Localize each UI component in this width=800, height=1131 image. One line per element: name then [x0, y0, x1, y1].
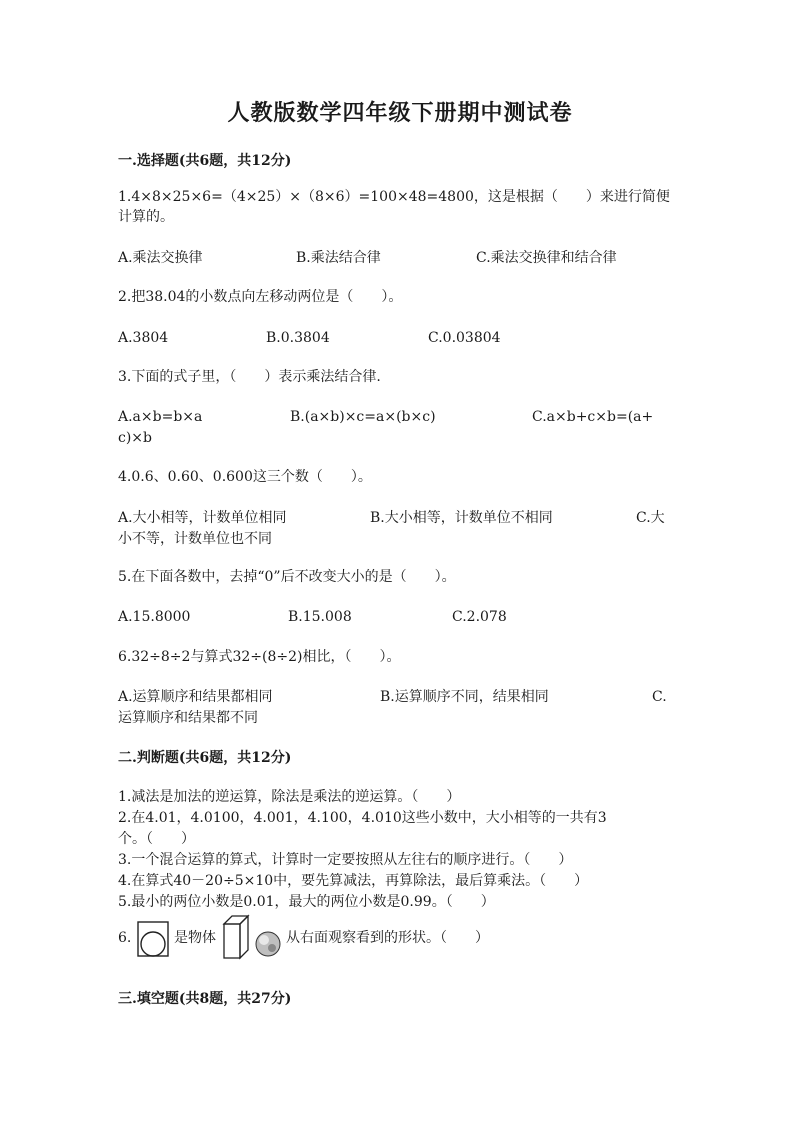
- choice-q1-stem: 1.4×8×25×6=（4×25）×（8×6）=100×48=4800，这是根据（ ）来进行简便计算的。: [118, 189, 670, 225]
- choice-q3-option-a: A.a×b=b×a: [118, 409, 203, 425]
- choice-q5-stem: 5.在下面各数中，去掉“0”后不改变大小的是（ ）。: [118, 569, 456, 585]
- choice-q2-stem: 2.把38.04的小数点向左移动两位是（ ）。: [118, 289, 403, 305]
- choice-q5-option-b: B.15.008: [288, 609, 352, 625]
- judge-q3: 3.一个混合运算的算式，计算时一定要按照从左往右的顺序进行。（ ）: [118, 852, 573, 868]
- cuboid-and-sphere-object-figure: [222, 914, 284, 962]
- section-heading-fill: 三.填空题(共8题，共27分): [118, 991, 292, 1007]
- page-title: 人教版数学四年级下册期中测试卷: [227, 100, 573, 126]
- section-heading-choice: 一.选择题(共6题，共12分): [118, 153, 292, 169]
- judge-q6-text-end: 从右面观察看到的形状。（ ）: [286, 930, 489, 946]
- choice-q3-option-c-cont: c)×b: [118, 430, 152, 446]
- choice-q4-option-c: C.大: [636, 510, 665, 526]
- choice-q4-stem: 4.0.6、0.60、0.600这三个数（ ）。: [118, 469, 372, 485]
- choice-q6-option-a: A.运算顺序和结果都相同: [118, 689, 273, 705]
- choice-q3-option-b: B.(a×b)×c=a×(b×c): [290, 409, 436, 425]
- choice-q6-option-c-cont: 运算顺序和结果都不同: [118, 710, 258, 726]
- judge-q1: 1.减法是加法的逆运算，除法是乘法的逆运算。（ ）: [118, 789, 461, 805]
- choice-q2-option-c: C.0.03804: [428, 330, 501, 346]
- choice-q3-stem: 3.下面的式子里，（ ）表示乘法结合律.: [118, 369, 381, 385]
- section-heading-judge: 二.判断题(共6题，共12分): [118, 750, 292, 766]
- choice-q1-option-a: A.乘法交换律: [118, 250, 203, 266]
- choice-q3-option-c: C.a×b+c×b=(a+: [532, 409, 654, 425]
- choice-q6-stem: 6.32÷8÷2与算式32÷(8÷2)相比，（ ）。: [118, 649, 401, 665]
- choice-q5-option-c: C.2.078: [452, 609, 507, 625]
- judge-q2: 2.在4.01，4.0100，4.001，4.100，4.010这些小数中，大小相等的一共有3: [118, 810, 607, 826]
- choice-q4-option-a: A.大小相等，计数单位相同: [118, 510, 287, 526]
- choice-q5-option-a: A.15.8000: [118, 609, 191, 625]
- choice-q1-option-c: C.乘法交换律和结合律: [476, 250, 617, 266]
- judge-q5: 5.最小的两位小数是0.01，最大的两位小数是0.99。（ ）: [118, 894, 495, 910]
- judge-q6-number: 6.: [118, 930, 132, 946]
- choice-q1-option-b: B.乘法结合律: [296, 250, 381, 266]
- square-with-circle-view-figure: [136, 920, 170, 960]
- choice-q2-option-b: B.0.3804: [266, 330, 330, 346]
- choice-q6-option-c: C.: [652, 689, 667, 705]
- choice-q4-option-b: B.大小相等，计数单位不相同: [370, 510, 553, 526]
- choice-q2-option-a: A.3804: [118, 330, 169, 346]
- judge-q2-cont: 个。（ ）: [118, 831, 195, 847]
- choice-q4-option-c-cont: 小不等，计数单位也不同: [118, 531, 272, 547]
- choice-q6-option-b: B.运算顺序不同，结果相同: [380, 689, 549, 705]
- judge-q4: 4.在算式40－20÷5×10中，要先算减法，再算除法，最后算乘法。（ ）: [118, 873, 589, 889]
- judge-q6-text-mid: 是物体: [174, 930, 216, 946]
